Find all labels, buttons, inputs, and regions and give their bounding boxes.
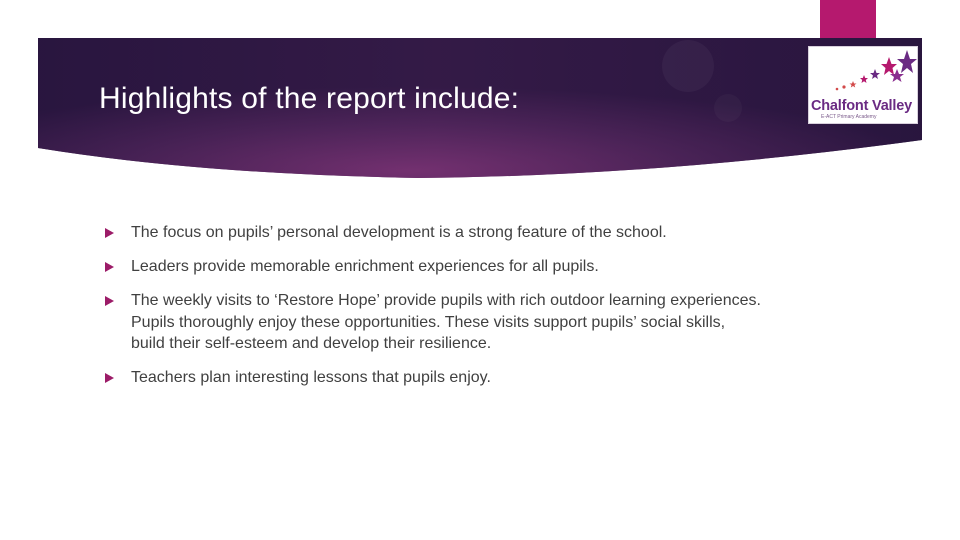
highlights-list [102,222,762,401]
triangle-bullet-icon [105,262,114,272]
list-item [102,256,762,278]
triangle-bullet-icon [105,228,114,238]
slide-title: Highlights of the report include: [99,82,520,115]
list-item [102,222,762,244]
school-logo [808,46,918,124]
logo-subtitle: E-ACT Primary Academy [821,114,877,120]
logo-name: Chalfont Valley [811,98,912,114]
triangle-bullet-icon [105,373,114,383]
bullet-text: Teachers plan interesting lessons that pupils enjoy. [131,369,491,386]
triangle-bullet-icon [105,296,114,306]
list-item [102,290,762,355]
stars-logo-icon [809,47,917,99]
list-item [102,367,762,389]
bullet-text: Leaders provide memorable enrichment experiences for all pupils. [131,258,599,275]
bullet-text: The weekly visits to ‘Restore Hope’ provide pupils with rich outdoor learning experiences. Pupils thoroughly enjoy these opportunities. These visits support pupils’ social skills, build their self-esteem and develop their resilience. [131,292,761,352]
bullet-text: The focus on pupils’ personal development is a strong feature of the school. [131,224,667,241]
